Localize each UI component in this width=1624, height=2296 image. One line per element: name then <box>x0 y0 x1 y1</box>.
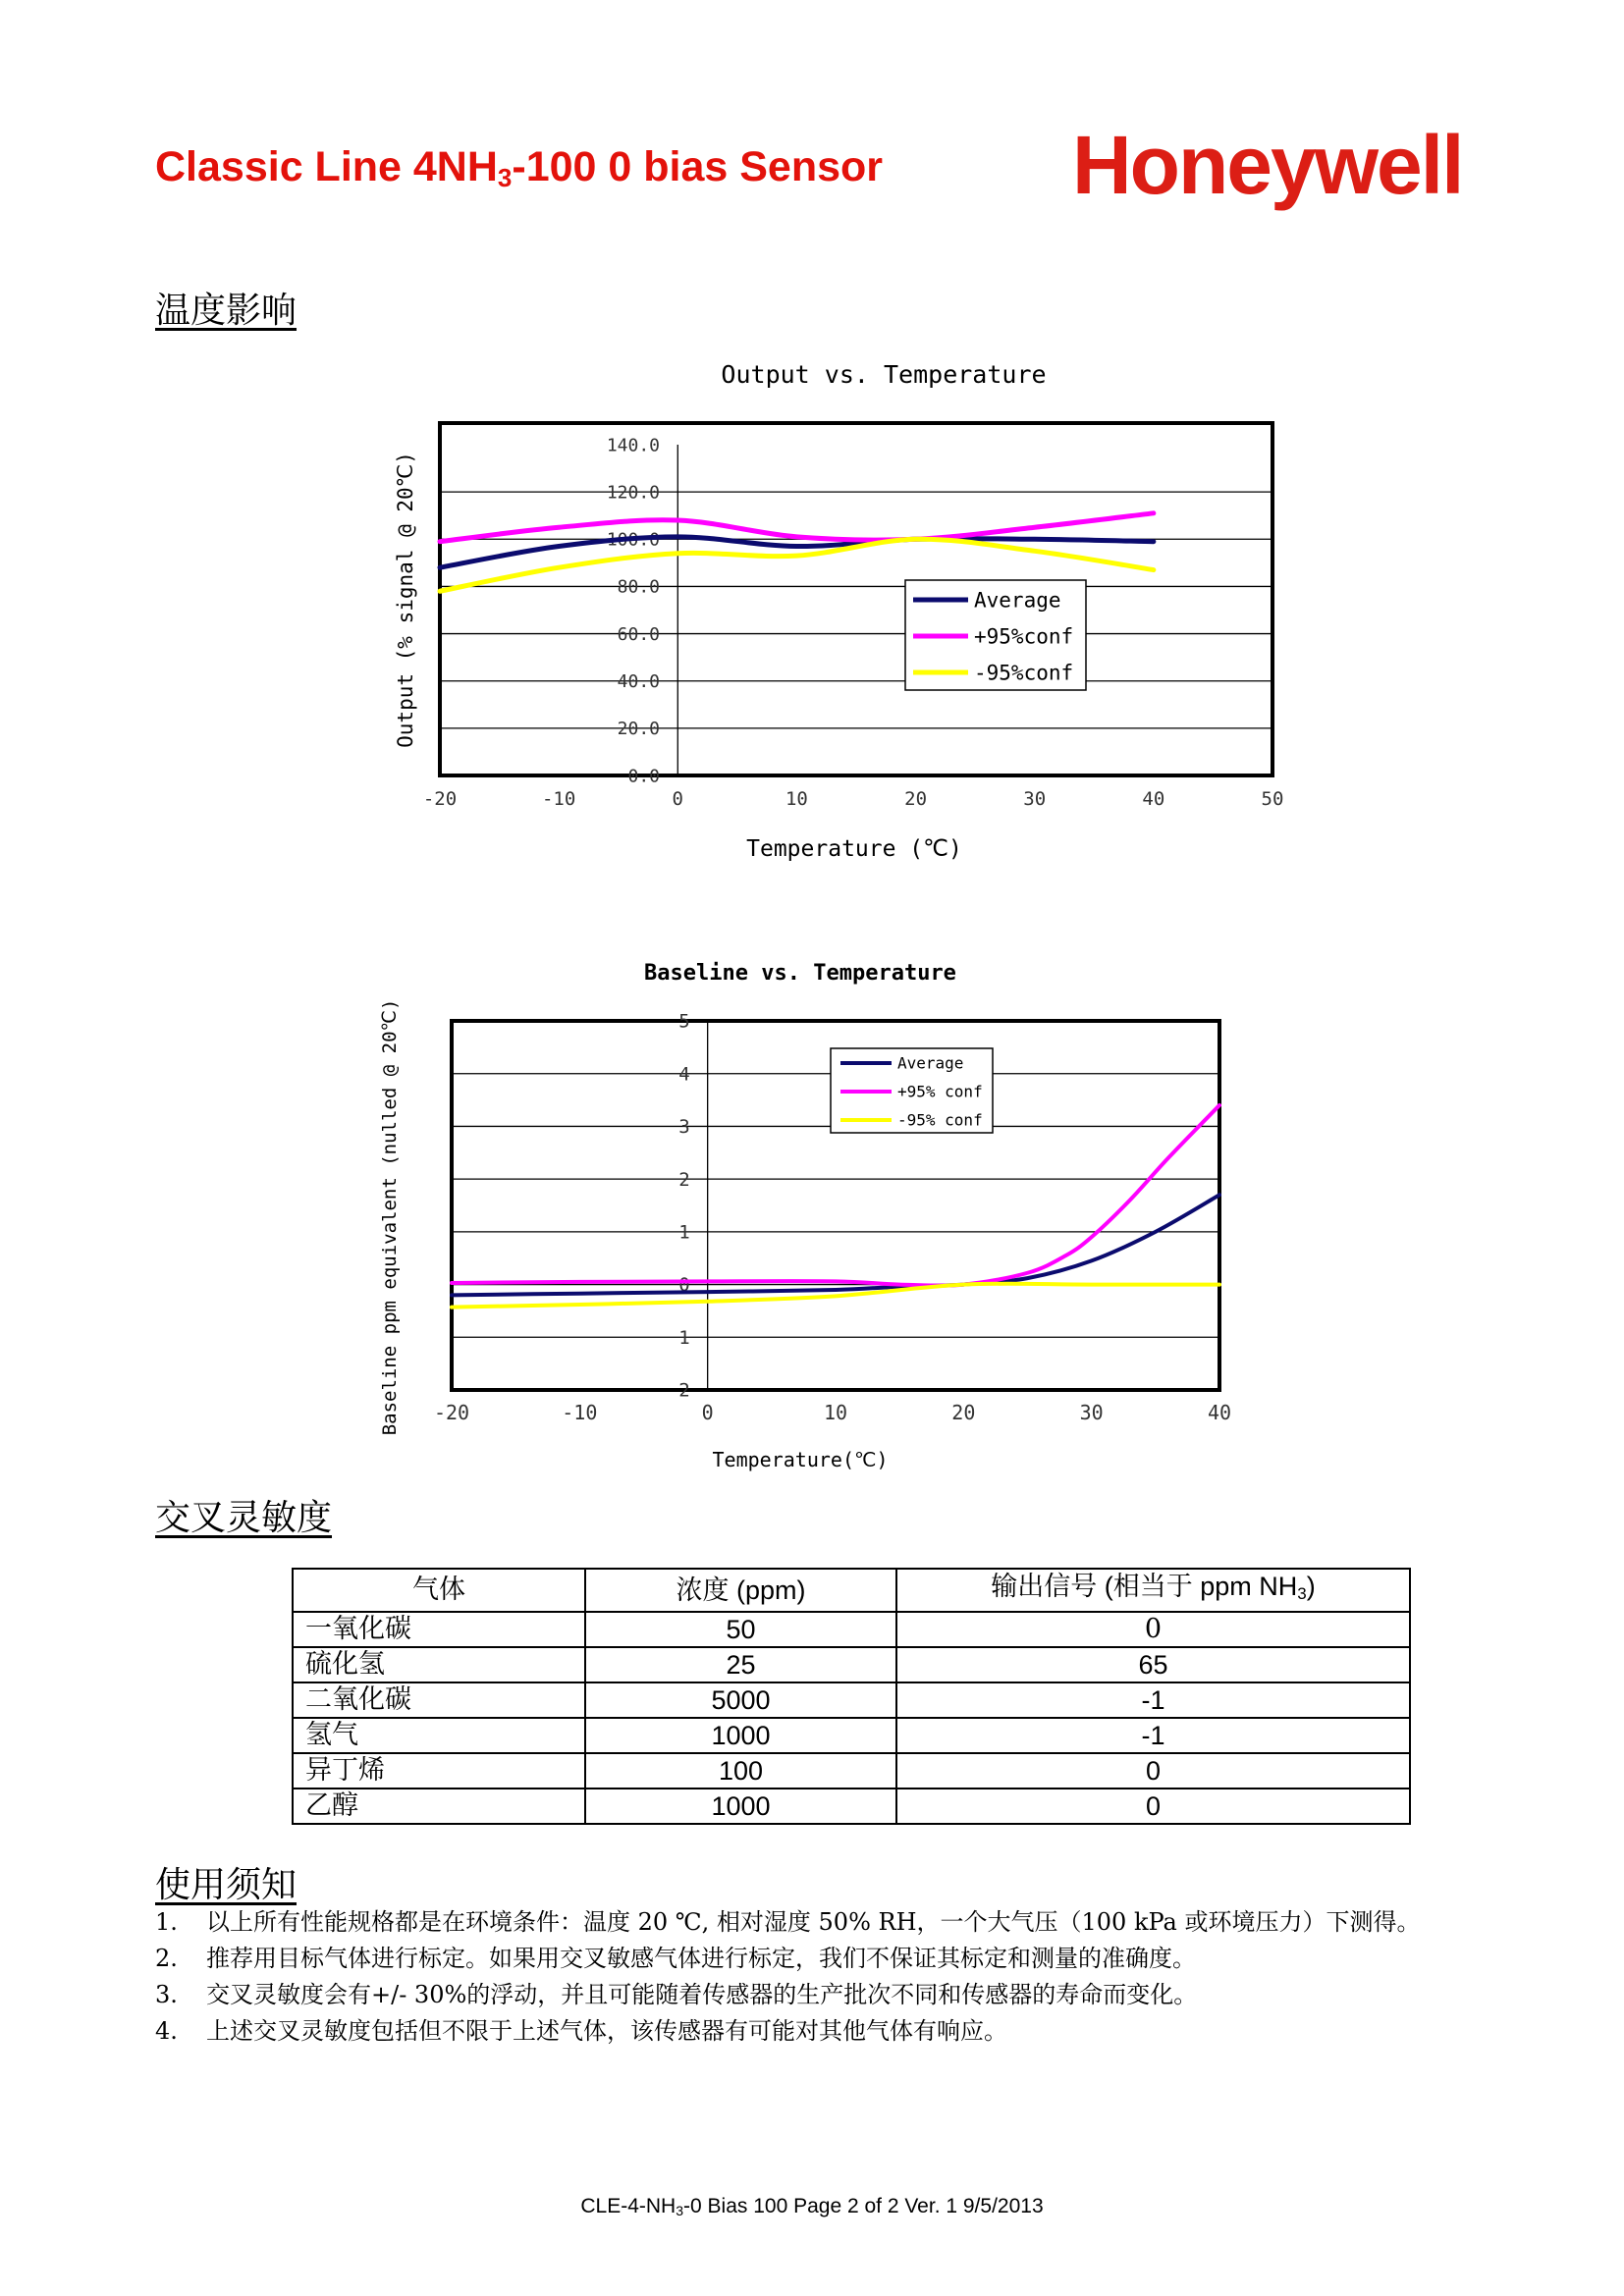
y-tick-label: 5 <box>678 1010 690 1033</box>
concentration-cell: 100 <box>585 1753 896 1789</box>
page-footer: CLE-$4-NH_3-0$ Bias 100 Page 2 of 2 Ver. 1 9/5/2013 <box>580 2195 1044 2218</box>
y-tick-label: 100.0 <box>606 529 660 551</box>
x-tick-label: 30 <box>1023 788 1047 810</box>
x-tick-label: 30 <box>1079 1401 1104 1424</box>
chart2-legend <box>831 1048 993 1133</box>
x-tick-label: 50 <box>1261 788 1284 810</box>
gas-cell: 氢气 <box>293 1718 585 1753</box>
x-tick-label: -20 <box>433 1401 470 1424</box>
section-title-temperature: 温度影响 <box>155 291 298 331</box>
chart1-title: Output vs. Temperature <box>721 360 1047 389</box>
chart2-ylabel: Baseline ppm equivalent (nulled @ 20℃) <box>379 998 401 1436</box>
y-tick-label: 140.0 <box>606 435 660 456</box>
x-tick-label: 20 <box>951 1401 976 1424</box>
y-tick-label: 0.0 <box>627 766 660 787</box>
x-tick-label: 40 <box>1207 1401 1232 1424</box>
x-tick-label: 10 <box>823 1401 848 1424</box>
table-row <box>293 1682 1410 1718</box>
chart2-x-ticks <box>434 1401 1231 1424</box>
chart1-ylabel: Output (% signal @ 20℃) <box>394 452 417 748</box>
chart2-title: Baseline vs. Temperature <box>644 961 956 986</box>
output-cell: 0 <box>896 1612 1410 1647</box>
y-tick-label: 0 <box>678 1274 690 1297</box>
y-tick-label: 40.0 <box>617 671 660 693</box>
y-tick-label: 60.0 <box>617 623 660 645</box>
output-cell: 0 <box>896 1789 1410 1824</box>
y-tick-label: 80.0 <box>617 576 660 598</box>
y-tick-label: 120.0 <box>606 482 660 504</box>
x-tick-label: -10 <box>562 1401 598 1424</box>
gas-cell: 乙醇 <box>293 1789 585 1824</box>
x-tick-label: 10 <box>785 788 808 810</box>
y-tick-label: 4 <box>678 1063 690 1086</box>
table-row <box>293 1647 1410 1682</box>
concentration-cell: 1000 <box>585 1718 896 1753</box>
concentration-cell: 25 <box>585 1647 896 1682</box>
y-tick-label: 2 <box>678 1379 690 1402</box>
concentration-cell: 5000 <box>585 1682 896 1718</box>
list-item <box>155 1941 1510 1977</box>
concentration-cell: 1000 <box>585 1789 896 1824</box>
x-tick-label: -20 <box>422 788 458 810</box>
note-text: 上述交叉灵敏度包括但不限于上述气体，该传感器有可能对其他气体有响应。 <box>206 2017 1007 2045</box>
header-concentration: 浓度 (ppm) <box>585 1569 896 1612</box>
note-number: 4. <box>155 2017 178 2045</box>
output-cell: -1 <box>896 1718 1410 1753</box>
section-title-usage-notes: 使用须知 <box>155 1865 298 1905</box>
list-item <box>155 2013 1510 2050</box>
document-title: Classic Line $4NH_3-100$ 0 bias Sensor <box>155 143 884 192</box>
y-tick-label: 3 <box>678 1116 690 1139</box>
chart2-series <box>452 1105 1219 1308</box>
legend-entry: -95% conf <box>897 1110 983 1130</box>
x-tick-label: 40 <box>1142 788 1165 810</box>
y-tick-label: 2 <box>678 1168 690 1191</box>
table-row <box>293 1718 1410 1753</box>
table-header-row <box>293 1569 1410 1612</box>
y-tick-label: 1 <box>678 1326 690 1349</box>
note-number: 3. <box>155 1981 178 2008</box>
note-text: 以上所有性能规格都是在环境条件：温度 20 ℃, 相对湿度 50% RH，一个大气压（100 kPa 或环境压力）下测得。 <box>206 1908 1421 1936</box>
table-row <box>293 1612 1410 1647</box>
concentration-cell: 50 <box>585 1612 896 1647</box>
legend-entry: +95%conf <box>974 624 1074 649</box>
chart2-xlabel: Temperature(℃) <box>712 1448 889 1471</box>
gas-cell: 二氧化碳 <box>293 1682 585 1718</box>
note-number: 2. <box>155 1945 178 1972</box>
x-tick-label: 0 <box>701 1401 714 1424</box>
output-cell: 65 <box>896 1647 1410 1682</box>
list-item <box>155 1977 1510 2013</box>
output-cell: 0 <box>896 1753 1410 1789</box>
usage-notes-list <box>155 1904 1510 2050</box>
cross-sensitivity-table <box>292 1568 1411 1825</box>
table-row <box>293 1789 1410 1824</box>
x-tick-label: -10 <box>541 788 576 810</box>
x-tick-label: 20 <box>904 788 928 810</box>
list-item <box>155 1904 1510 1941</box>
note-text: 推荐用目标气体进行标定。如果用交叉敏感气体进行标定，我们不保证其标定和测量的准确度。 <box>206 1945 1196 1972</box>
x-tick-label: 0 <box>672 788 684 810</box>
legend-entry: -95%conf <box>974 661 1074 685</box>
chart1-xlabel: Temperature (℃) <box>746 836 962 862</box>
legend-entry: Average <box>897 1053 964 1073</box>
honeywell-logo: Honeywell <box>1072 119 1463 211</box>
gas-cell: 硫化氢 <box>293 1647 585 1682</box>
output-cell: -1 <box>896 1682 1410 1718</box>
y-tick-label: 20.0 <box>617 719 660 740</box>
table-row <box>293 1753 1410 1789</box>
note-number: 1. <box>155 1908 178 1936</box>
chart2-y-ticks <box>678 1011 689 1402</box>
legend-entry: +95% conf <box>897 1082 983 1101</box>
note-text: 交叉灵敏度会有+/- 30%的浮动，并且可能随着传感器的生产批次不同和传感器的寿命而变化。 <box>206 1981 1198 2008</box>
header-gas: 气体 <box>293 1569 585 1612</box>
header-output-signal: 输出信号 (相当于 ppm $NH_3$) <box>896 1569 1410 1612</box>
gas-cell: 一氧化碳 <box>293 1612 585 1647</box>
legend-entry: Average <box>974 588 1061 613</box>
y-tick-label: 1 <box>678 1221 690 1244</box>
section-title-cross-sensitivity: 交叉灵敏度 <box>155 1498 333 1538</box>
gas-cell: 异丁烯 <box>293 1753 585 1789</box>
